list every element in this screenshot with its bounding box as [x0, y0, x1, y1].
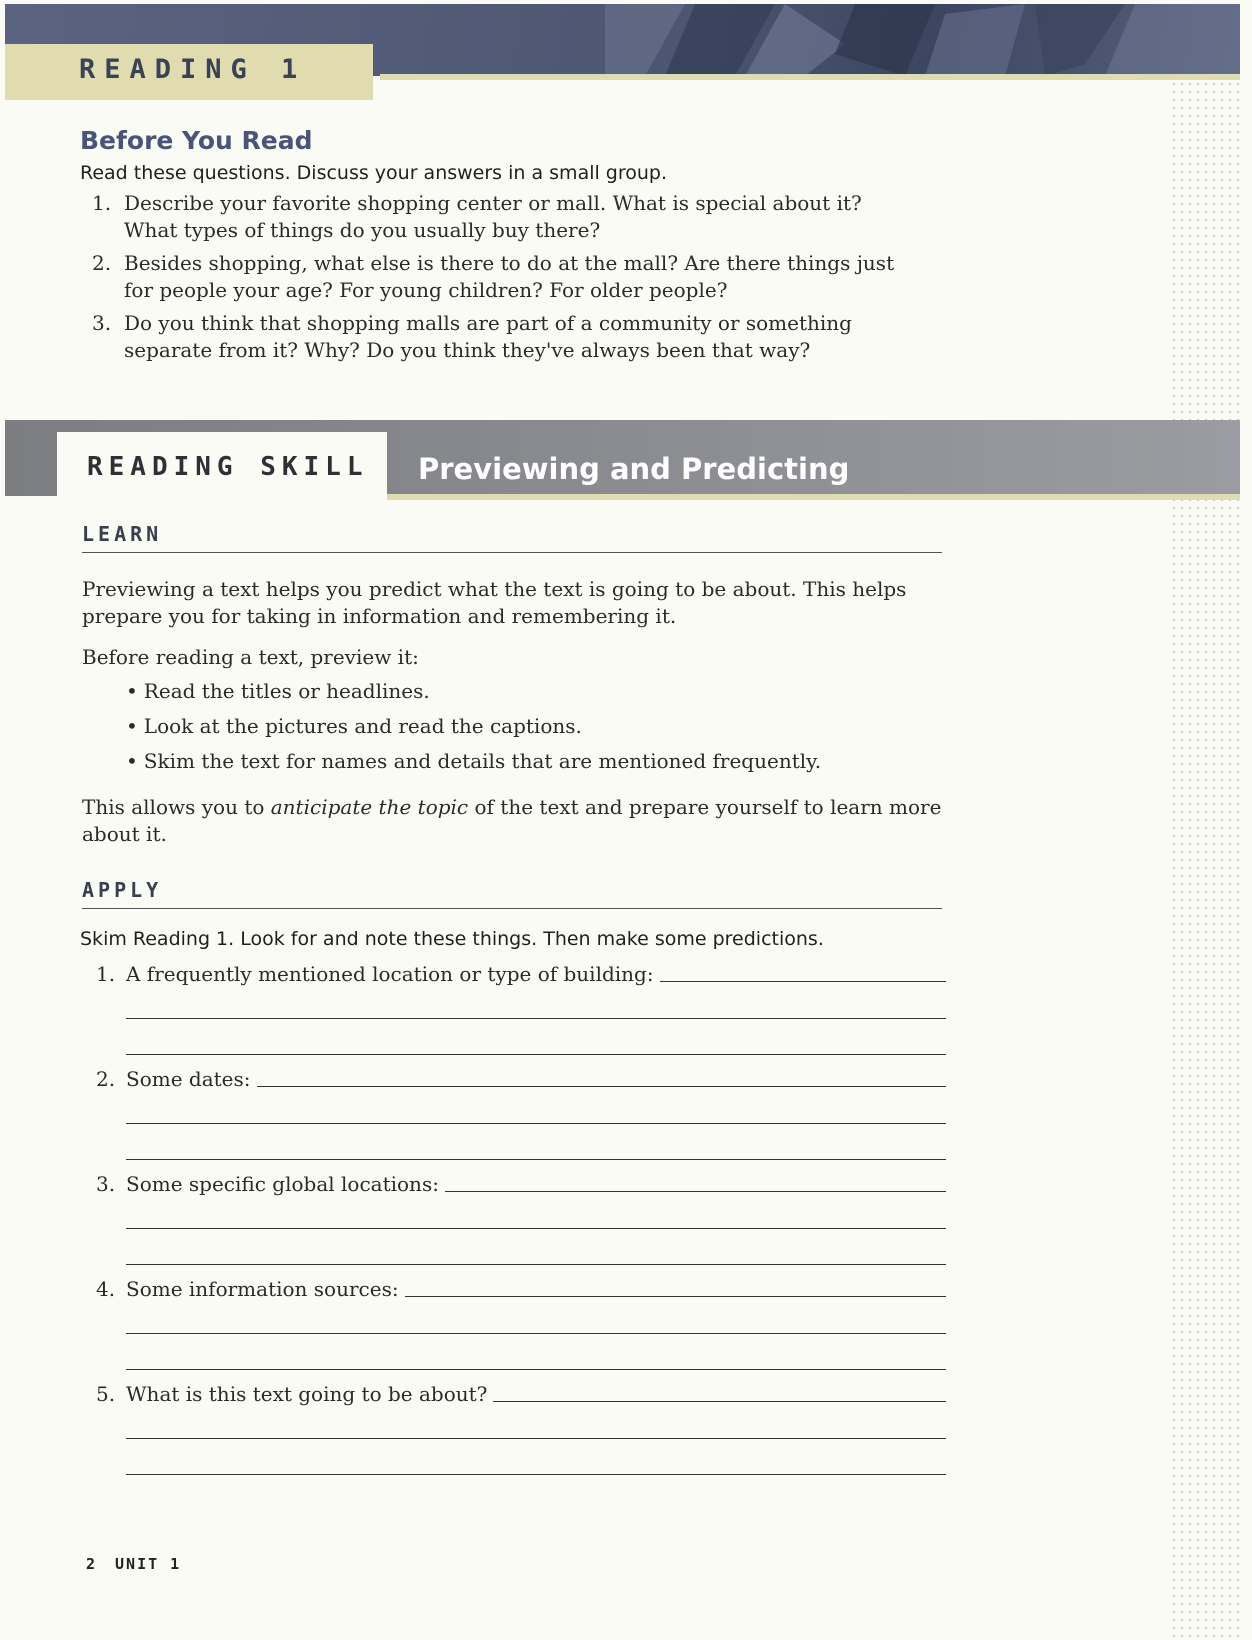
banner-texture [605, 4, 1240, 76]
exercise-item: 3. Some specific global locations: [96, 1166, 946, 1271]
exercise-prompt: A frequently mentioned location or type of building: [126, 962, 654, 986]
reading-skill-tab [57, 432, 387, 522]
apply-rule [82, 908, 942, 909]
exercise-prompt: Some information sources: [126, 1277, 399, 1301]
before-you-read-instruction: Read these questions. Discuss your answers in a small group. [80, 162, 668, 184]
answer-line[interactable] [126, 1474, 946, 1475]
question-item: 1. Describe your favorite shopping center or mall. What is special about it? What types of things do you usually buy there? [92, 191, 862, 242]
answer-line[interactable] [257, 1086, 946, 1087]
learn-paragraph-3: This allows you to anticipate the topic of the text and prepare yourself to learn more about it. [82, 795, 942, 846]
learn-rule [82, 552, 942, 553]
answer-line[interactable] [126, 1018, 946, 1019]
reading-skill-title: Previewing and Predicting [418, 452, 850, 486]
learn-paragraph-2: Before reading a text, preview it: [82, 645, 419, 669]
exercise-item: 1. A frequently mentioned location or type of building: [96, 956, 946, 1061]
question-item: 2. Besides shopping, what else is there to do at the mall? Are there things just for people your age? For young children? For older people? [92, 251, 895, 302]
answer-line[interactable] [126, 1369, 946, 1370]
list-item: • Look at the pictures and read the captions. [126, 713, 821, 740]
reading-tab-label: READING 1 [79, 54, 307, 85]
list-item: • Read the titles or headlines. [126, 678, 821, 705]
reading-skill-label: READING SKILL [87, 452, 369, 482]
answer-line[interactable] [126, 1438, 946, 1439]
answer-line[interactable] [126, 1228, 946, 1229]
page-footer [86, 1555, 181, 1573]
skill-band-rule [385, 494, 1240, 500]
reading-tab [5, 44, 373, 100]
apply-instruction: Skim Reading 1. Look for and note these things. Then make some predictions. [80, 928, 824, 950]
list-item: • Skim the text for names and details that are mentioned frequently. [126, 748, 821, 775]
answer-line[interactable] [126, 1333, 946, 1334]
unit-label: UNIT 1 [115, 1555, 182, 1573]
answer-line[interactable] [493, 1401, 946, 1402]
answer-line[interactable] [126, 1264, 946, 1265]
question-item: 3. Do you think that shopping malls are part of a community or something separate from it? Why? Do you think they've always been that way? [92, 311, 852, 362]
exercise-item: 4. Some information sources: [96, 1271, 946, 1376]
exercise-prompt: What is this text going to be about? [126, 1382, 488, 1406]
answer-line[interactable] [126, 1123, 946, 1124]
learn-heading: LEARN [82, 522, 163, 546]
exercise-prompt: Some specific global locations: [126, 1172, 439, 1196]
discussion-questions [92, 190, 912, 370]
preview-steps [126, 678, 821, 783]
margin-dot-pattern [1170, 80, 1240, 1640]
answer-line[interactable] [405, 1296, 946, 1297]
exercise-prompt: Some dates: [126, 1067, 251, 1091]
apply-exercise [96, 956, 946, 1481]
answer-line[interactable] [660, 981, 946, 982]
answer-line[interactable] [126, 1159, 946, 1160]
before-you-read-heading: Before You Read [80, 126, 313, 155]
answer-line[interactable] [126, 1054, 946, 1055]
apply-heading: APPLY [82, 878, 163, 902]
exercise-item: 5. What is this text going to be about? [96, 1376, 946, 1481]
banner-rule [380, 74, 1240, 80]
learn-paragraph-1: Previewing a text helps you predict what the text is going to be about. This helps prepare you for taking in information and remembering it. [82, 577, 907, 628]
answer-line[interactable] [445, 1191, 946, 1192]
exercise-item: 2. Some dates: [96, 1061, 946, 1166]
page-number: 2 [86, 1555, 98, 1573]
